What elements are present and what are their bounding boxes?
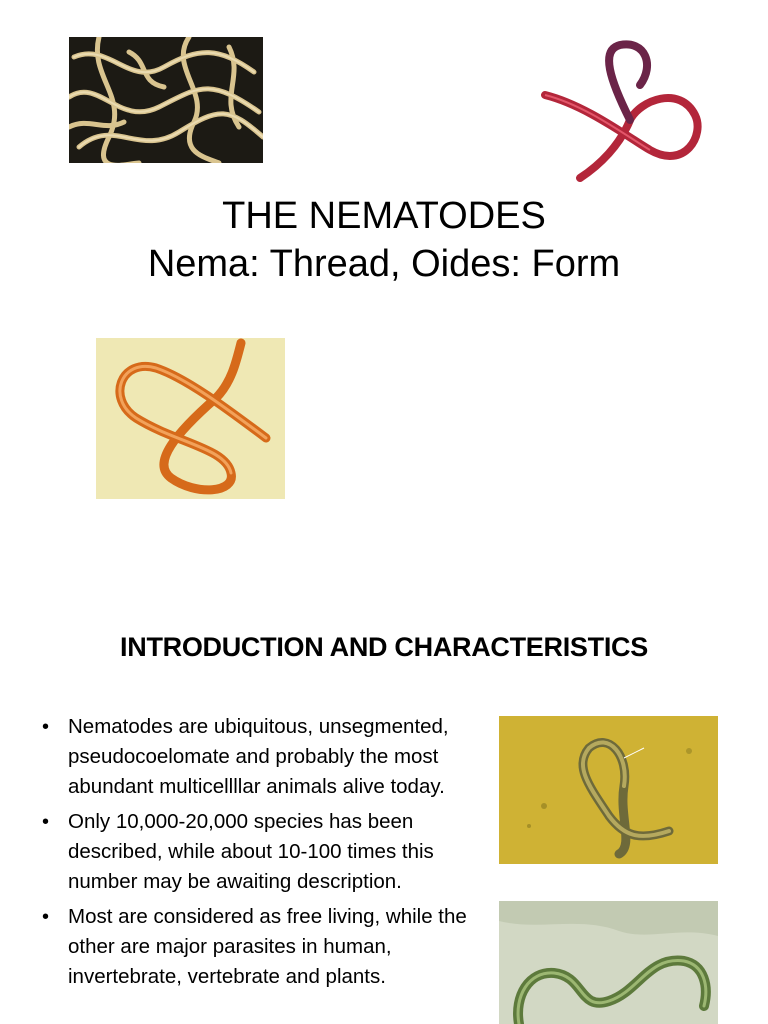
slide-title <box>0 192 768 288</box>
bullet-text: Only 10,000-20,000 species has been described, while about 10-100 times this number may be awaiting description. <box>68 810 434 893</box>
title-line-1: THE NEMATODES <box>222 195 546 237</box>
bullet-text: Nematodes are ubiquitous, unsegmented, pseudocoelomate and probably the most abundant multicellllar animals alive today. <box>68 715 449 798</box>
bullet-item <box>40 807 490 897</box>
bullet-item <box>40 902 490 992</box>
bullet-list <box>40 712 490 997</box>
bullet-text: Most are considered as free living, while the other are major parasites in human, invertebrate, vertebrate and plants. <box>68 905 467 988</box>
bullet-dot-icon: • <box>42 906 50 928</box>
micrograph-green-image <box>499 901 718 1024</box>
red-worm-image <box>535 40 705 182</box>
intro-slide <box>0 560 768 1024</box>
slide-heading: INTRODUCTION AND CHARACTERISTICS <box>120 632 648 662</box>
micrograph-yellow-image <box>499 716 718 864</box>
orange-worm-image <box>96 338 285 499</box>
bullet-dot-icon: • <box>42 811 50 833</box>
title-line-2: Nema: Thread, Oides: Form <box>147 243 621 285</box>
bullet-item <box>40 712 490 802</box>
bullet-dot-icon: • <box>42 716 50 738</box>
worm-cluster-image <box>69 37 263 163</box>
